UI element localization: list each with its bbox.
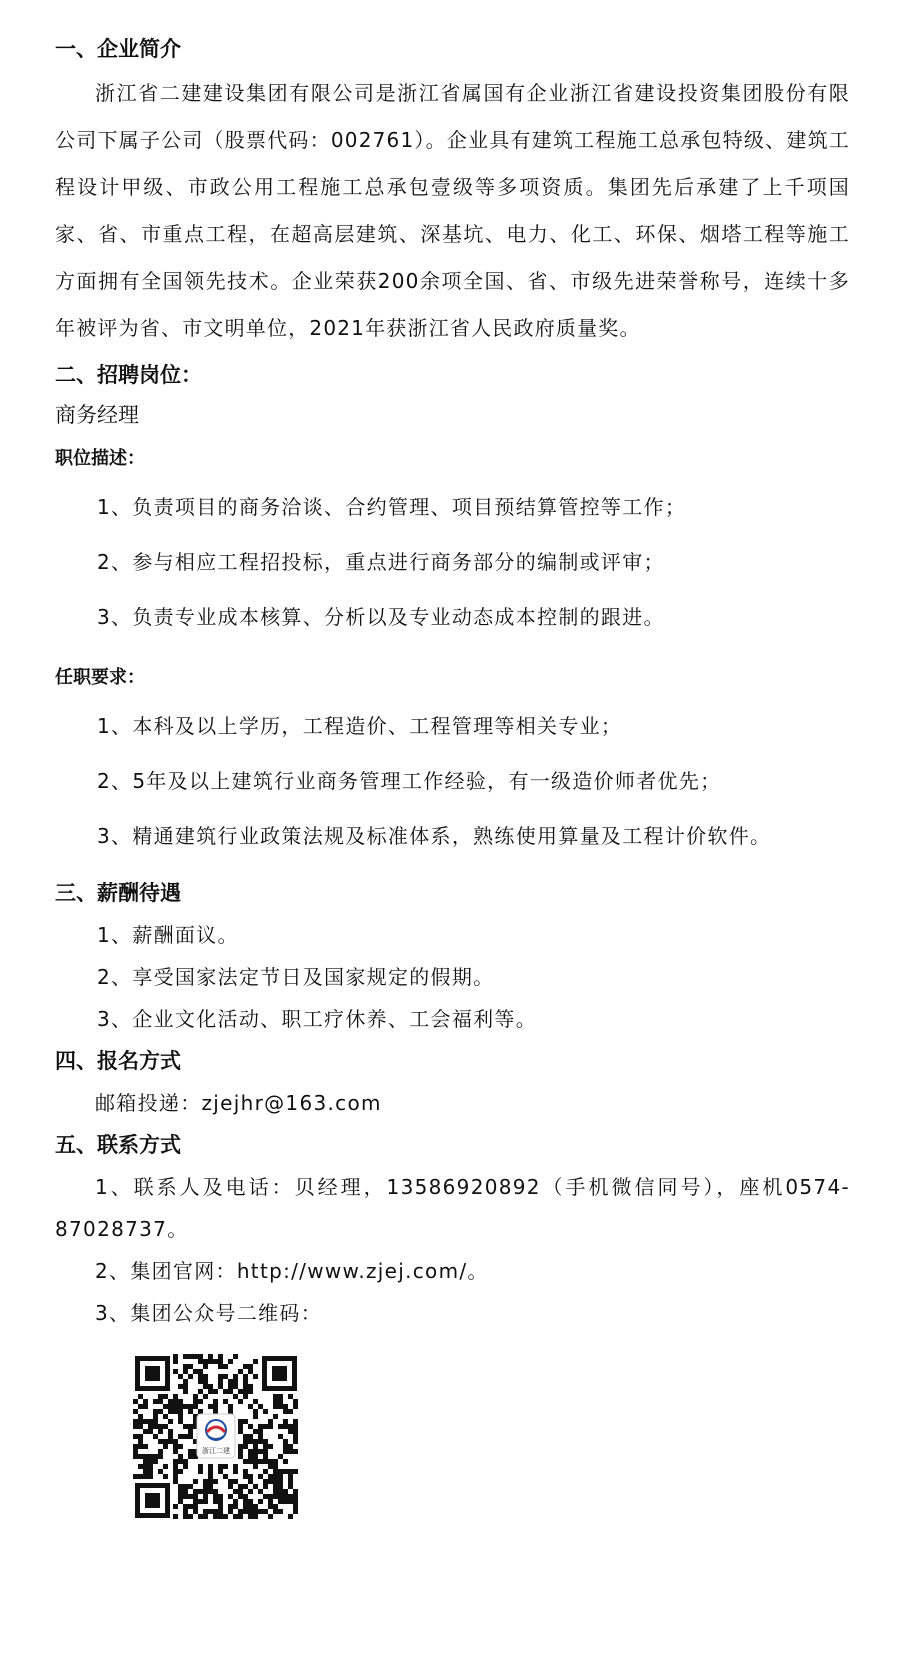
wechat-qr-code xyxy=(131,1352,301,1522)
requirement-item: 1、本科及以上学历，工程造价、工程管理等相关专业； xyxy=(97,714,623,738)
benefit-item: 1、薪酬面议。 xyxy=(97,923,239,947)
section-4-heading: 四、报名方式 xyxy=(55,1049,181,1073)
requirements-label: 任职要求： xyxy=(55,667,145,688)
qr-finder-top-left xyxy=(135,1356,170,1391)
job-description-item: 3、负责专业成本核算、分析以及专业动态成本控制的跟进。 xyxy=(97,605,665,629)
job-description-label: 职位描述： xyxy=(55,448,145,469)
company-intro-paragraph: 浙江省二建建设集团有限公司是浙江省属国有企业浙江省建设投资集团股份有限公司下属子公司（股票代码：002761）。企业具有建筑工程施工总承包特级、建筑工程设计甲级、市政公用工程施工总承包壹级等多项资质。集团先后承建了上千项国家、省、市重点工程，在超高层建筑、深基坑、电力、化工、环保、烟塔工程等施工方面拥有全国领先技术。企业荣获200余项全国、省、市级先进荣誉称号，连续十多年被评为省、市文明单位，2021年获浙江省人民政府质量奖。 xyxy=(55,81,850,340)
benefit-item: 2、享受国家法定节日及国家规定的假期。 xyxy=(97,965,495,989)
job-description-item: 2、参与相应工程招投标，重点进行商务部分的编制或评审； xyxy=(97,550,665,574)
qr-finder-bottom-left xyxy=(135,1483,170,1518)
benefit-item: 3、企业文化活动、职工疗休养、工会福利等。 xyxy=(97,1007,538,1031)
qr-finder-top-right xyxy=(262,1356,297,1391)
requirement-item: 3、精通建筑行业政策法规及标准体系，熟练使用算量及工程计价软件。 xyxy=(97,824,772,848)
section-1-heading: 一、企业简介 xyxy=(55,37,181,61)
document-page xyxy=(55,28,850,1522)
email-line: 邮箱投递：zjejhr@163.com xyxy=(95,1091,382,1115)
job-description-item: 1、负责项目的商务洽谈、合约管理、项目预结算管控等工作； xyxy=(97,495,687,519)
section-5-heading: 五、联系方式 xyxy=(55,1133,181,1157)
position-title: 商务经理 xyxy=(55,403,139,427)
logo-caption: 浙江二建 xyxy=(202,1447,230,1455)
section-3-heading: 三、薪酬待遇 xyxy=(55,881,181,905)
contact-person-line: 1、联系人及电话：贝经理，13586920892（手机微信同号），座机0574-87028737。 xyxy=(55,1175,850,1241)
qr-code-label: 3、集团公众号二维码： xyxy=(95,1301,323,1325)
section-2-heading: 二、招聘岗位： xyxy=(55,363,202,387)
requirement-item: 2、5年及以上建筑行业商务管理工作经验，有一级造价师者优先； xyxy=(97,769,722,793)
website-line: 2、集团官网：http://www.zjej.com/。 xyxy=(95,1259,489,1283)
